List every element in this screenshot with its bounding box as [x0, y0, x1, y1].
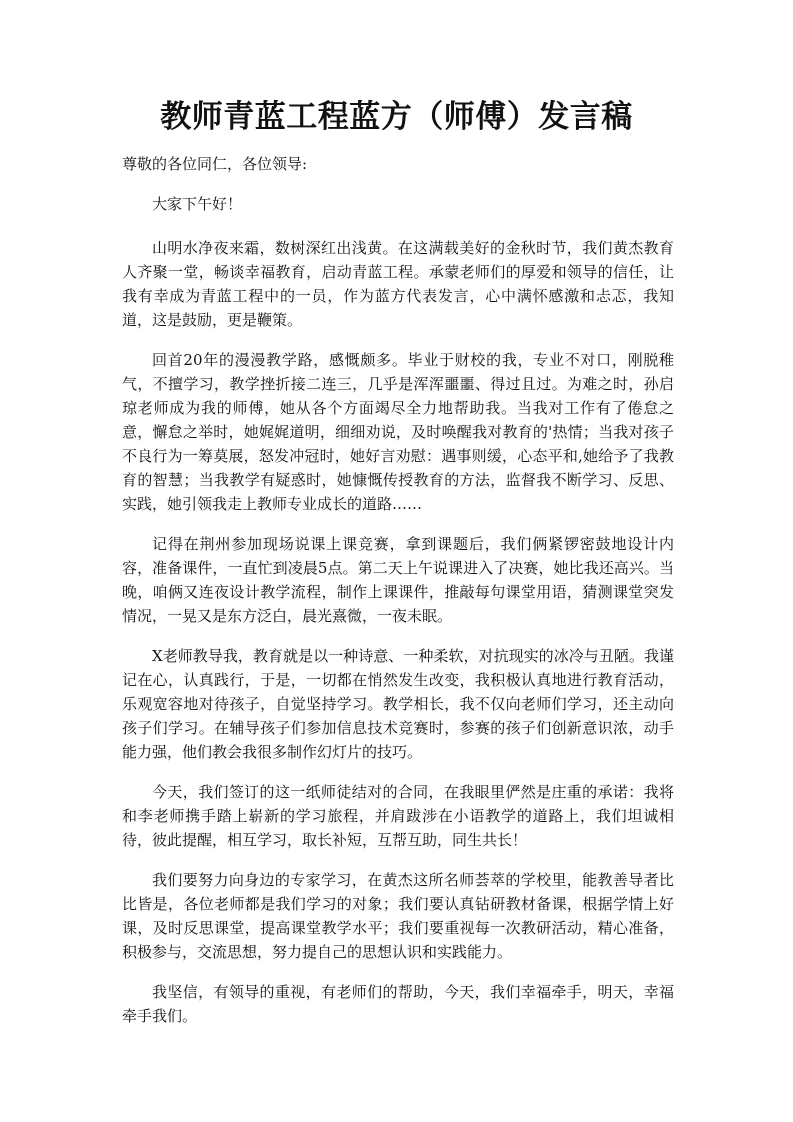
document-title: 教师青蓝工程蓝方（师傅）发言稿 [160, 99, 633, 135]
paragraph: 我坚信，有领导的重视，有老师们的帮助，今天，我们幸福牵手，明天，幸福牵手我们。 [122, 983, 674, 1025]
document-body [122, 152, 674, 1044]
salutation: 尊敬的各位同仁，各位领导: [122, 155, 308, 173]
paragraph: 我们要努力向身边的专家学习，在黄杰这所名师荟萃的学校里，能教善导者比比皆是，各位老师都是我们学习的对象；我们要认真钻研教材备课，根据学情上好课，及时反思课堂，提高课堂教学水平；我们要重视每一次教研活动，精心准备，积极参与，交流思想，努力提自己的思想认识和实践能力。 [122, 871, 674, 961]
paragraph: 山明水净夜来霜，数树深红出浅黄。在这满载美好的金秋时节，我们黄杰教育人齐聚一堂，畅谈幸福教育，启动青蓝工程。承蒙老师们的厚爱和领导的信任，让我有幸成为青蓝工程中的一员，作为蓝方代表发言，心中满怀感激和忐忑，我知道，这是鼓励，更是鞭策。 [122, 239, 674, 329]
paragraph: 今天，我们签订的这一纸师徒结对的合同，在我眼里俨然是庄重的承诺：我将和李老师携手踏上崭新的学习旅程，并肩跋涉在小语教学的道路上，我们坦诚相待，彼此提醒，相互学习，取长补短，互帮互助，同生共长！ [122, 783, 674, 849]
paragraph: X老师教导我，教育就是以一种诗意、一种柔软，对抗现实的冰冷与丑陋。我谨记在心，认真践行，于是，一切都在悄然发生改变，我积极认真地进行教育活动，乐观宽容地对待孩子，自觉坚持学习。教学相长，我不仅向老师们学习，还主动向孩子们学习。在辅导孩子们参加信息技术竞赛时，参赛的孩子们创新意识浓，动手能力强，他们教会我很多制作幻灯片的技巧。 [122, 647, 674, 761]
paragraph: 记得在荆州参加现场说课上课竞赛，拿到课题后，我们俩紧锣密鼓地设计内容，准备课件，一直忙到凌晨5点。第二天上午说课进入了决赛，她比我还高兴。当晚，咱俩又连夜设计教学流程，制作上课课件，推敲每句课堂用语，猜测课堂突发情况，一晃又是东方泛白，晨光熹微，一夜未眠。 [122, 535, 674, 625]
paragraph: 回首20年的漫漫教学路，感慨颇多。毕业于财校的我，专业不对口，刚脱稚气，不擅学习，教学挫折接二连三，几乎是浑浑噩噩、得过且过。为难之时，孙启琼老师成为我的师傅，她从各个方面竭尽全力地帮助我。当我对工作有了倦怠之意，懈怠之举时，她娓娓道明，细细劝说，及时唤醒我对教育的'热情；当我对孩子不良行为一筹莫展，怒发冲冠时，她好言劝慰：遇事则缓，心态平和,她给予了我教育的智慧；当我教学有疑惑时，她慷慨传授教育的方法，监督我不断学习、反思、实践，她引领我走上教师专业成长的道路…… [122, 351, 674, 513]
greeting: 大家下午好！ [152, 195, 243, 213]
